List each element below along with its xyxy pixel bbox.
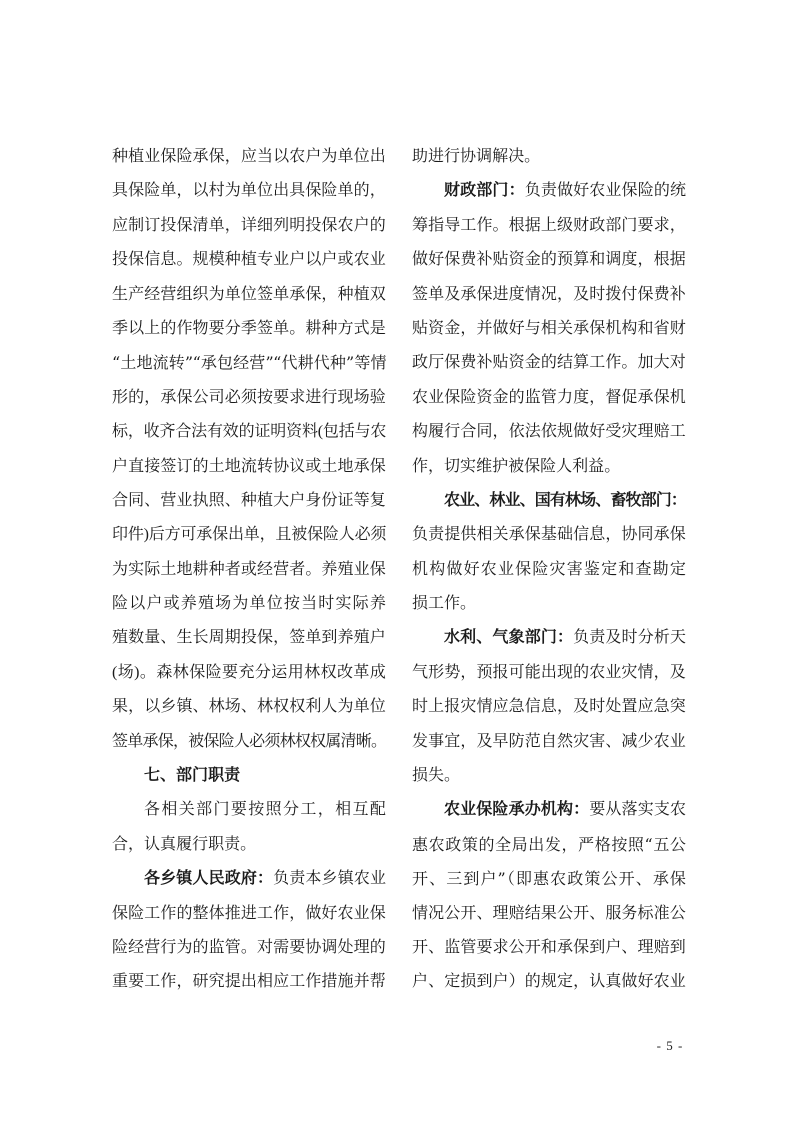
text-line — [412, 965, 686, 999]
text-segment: 负责做好农业保险的统 — [524, 182, 686, 200]
quote-mark: “ — [192, 353, 201, 373]
text-line — [412, 553, 686, 587]
text-segment: 助进行协调解决。 — [412, 148, 541, 165]
text-segment: 损工作。 — [412, 595, 477, 613]
section-heading — [112, 759, 386, 793]
text-segment: 标，收齐合法有效的证明资料(包括与农 — [112, 423, 386, 441]
bold-text-segment: 水利、气象部门： — [444, 629, 574, 647]
text-segment: 做好保费补贴资金的预算和调度，根据 — [412, 251, 686, 269]
quote-mark: ” — [184, 353, 193, 373]
text-line — [412, 725, 686, 759]
bold-text-segment: 财政部门： — [444, 182, 525, 200]
text-line — [412, 209, 686, 243]
text-line — [112, 793, 386, 827]
quote-mark: “ — [273, 353, 281, 373]
paragraph-lead-line — [412, 621, 686, 655]
text-line — [412, 656, 686, 690]
text-line — [112, 828, 386, 862]
left-text-column — [112, 140, 386, 1000]
text-segment: 各相关部门要按照分工，相互配 — [144, 801, 386, 819]
text-segment: 户、定损到户）的规定，认真做好农业 — [412, 973, 686, 991]
text-segment: 情况公开、理赔结果公开、服务标准公 — [412, 904, 686, 922]
text-segment: 殖数量、生长周期投保，签单到养殖户 — [112, 629, 386, 647]
text-segment: 农业保险资金的监管力度，督促承保机 — [412, 388, 686, 406]
text-segment: 生产经营组织为单位签单承保，种植双 — [112, 285, 386, 303]
quote-mark: ” — [265, 353, 274, 373]
text-line — [412, 450, 686, 484]
bold-text-segment: 各乡镇人民政府： — [144, 870, 274, 888]
text-segment: 负责提供相关承保基础信息，协同承保 — [412, 526, 686, 544]
text-segment: 开、三到户”（即惠农政策公开、承保 — [412, 869, 686, 889]
text-segment: 签单承保，被保险人必须林权权属清晰。 — [112, 732, 386, 750]
text-segment: 负责及时分析天 — [573, 629, 686, 647]
text-segment: 为实际土地耕种者或经营者。养殖业保 — [112, 560, 386, 578]
text-segment: 投保信息。规模种植专业户以户或农业 — [112, 251, 386, 269]
text-line — [412, 931, 686, 965]
text-segment: 季以上的作物要分季签单。耕种方式是 — [112, 319, 386, 337]
text-segment: 险经营行为的监管。对需要协调处理的 — [112, 938, 386, 956]
text-line — [112, 346, 386, 380]
text-segment: 发事宜，及早防范自然灾害、减少农业 — [412, 732, 686, 750]
text-segment: 损失。 — [412, 767, 461, 785]
text-segment: 惠农政策的全局出发，严格按照“五公 — [412, 834, 686, 854]
text-segment: 种植业保险承保，应当以农户为单位出 — [112, 148, 386, 165]
text-line — [112, 140, 386, 174]
text-segment: 险以户或养殖场为单位按当时实际养 — [112, 595, 386, 613]
text-line — [412, 897, 686, 931]
text-line — [112, 690, 386, 724]
text-line — [412, 312, 686, 346]
text-segment: 重要工作，研究提出相应工作措施并帮 — [112, 973, 386, 991]
text-line — [412, 140, 686, 174]
text-segment: 应制订投保清单，详细列明投保农户的 — [112, 216, 386, 234]
bold-text-segment: 农业、林业、国有林场、畜牧部门： — [444, 491, 686, 509]
text-line — [412, 415, 686, 449]
text-line — [112, 587, 386, 621]
quote-mark: “ — [112, 353, 120, 373]
text-line — [112, 897, 386, 931]
text-line — [112, 965, 386, 999]
text-line — [412, 759, 686, 793]
text-line — [412, 278, 686, 312]
text-segment: 具保险单，以村为单位出具保险单的， — [112, 182, 386, 200]
paragraph-lead-line — [112, 862, 386, 896]
text-segment: 时上报灾情应急信息，及时处置应急突 — [412, 698, 686, 716]
page-number: - 5 - — [656, 1038, 684, 1053]
right-text-column — [412, 140, 686, 1000]
text-line — [412, 828, 686, 862]
text-line — [112, 553, 386, 587]
text-segment: 保险工作的整体推进工作，做好农业保 — [112, 904, 386, 922]
text-segment: 合同、营业执照、种植大户身份证等复 — [112, 491, 386, 509]
text-line — [112, 243, 386, 277]
text-line — [412, 690, 686, 724]
text-segment: (场)。森林保险要充分运用林权改革成 — [112, 663, 386, 681]
text-segment: 开、监管要求公开和承保到户、理赔到 — [412, 938, 686, 956]
text-line — [112, 621, 386, 655]
text-line — [112, 450, 386, 484]
paragraph-lead-line — [412, 174, 686, 208]
paragraph-lead-line — [412, 793, 686, 827]
text-line — [112, 312, 386, 346]
text-line — [112, 931, 386, 965]
text-line — [112, 381, 386, 415]
text-segment: 签单及承保进度情况，及时拨付保费补 — [412, 285, 686, 303]
text-segment: 构履行合同，依法依规做好受灾理赔工 — [412, 423, 686, 441]
bold-text-segment: 七、部门职责 — [144, 767, 241, 785]
text-line — [412, 243, 686, 277]
text-line — [112, 174, 386, 208]
text-segment: 要从落实支农 — [589, 801, 686, 819]
text-segment: 机构做好农业保险灾害鉴定和查勘定 — [412, 560, 686, 578]
text-line — [412, 862, 686, 896]
quote-mark: ” — [497, 869, 506, 889]
text-segment: 合，认真履行职责。 — [112, 835, 257, 853]
text-line — [112, 725, 386, 759]
text-segment: 果，以乡镇、林场、林权权利人为单位 — [112, 698, 386, 716]
text-segment: 贴资金，并做好与相关承保机构和省财 — [412, 319, 686, 337]
quote-mark: “ — [644, 834, 653, 854]
text-segment: 作，切实维护被保险人利益。 — [412, 457, 621, 475]
text-segment: “土地流转”“承包经营”“代耕代种”等情 — [112, 353, 386, 373]
text-line — [112, 518, 386, 552]
text-line — [112, 209, 386, 243]
text-line — [112, 415, 386, 449]
paragraph-lead-line — [412, 484, 686, 518]
text-line — [412, 587, 686, 621]
text-segment: 形的，承保公司必须按要求进行现场验 — [112, 388, 386, 406]
text-segment: 政厅保费补贴资金的结算工作。加大对 — [412, 354, 686, 372]
text-segment: 户直接签订的土地流转协议或土地承保 — [112, 457, 386, 475]
text-line — [112, 278, 386, 312]
text-segment: 负责本乡镇农业 — [273, 870, 386, 888]
text-segment: 筹指导工作。根据上级财政部门要求， — [412, 216, 686, 234]
text-segment: 气形势，预报可能出现的农业灾情，及 — [412, 663, 686, 681]
bold-text-segment: 农业保险承办机构： — [444, 801, 590, 819]
text-line — [412, 346, 686, 380]
text-segment: 印件)后方可承保出单，且被保险人必须 — [112, 526, 386, 544]
text-line — [112, 656, 386, 690]
text-line — [412, 381, 686, 415]
text-line — [112, 484, 386, 518]
text-line — [412, 518, 686, 552]
quote-mark: ” — [346, 353, 354, 373]
